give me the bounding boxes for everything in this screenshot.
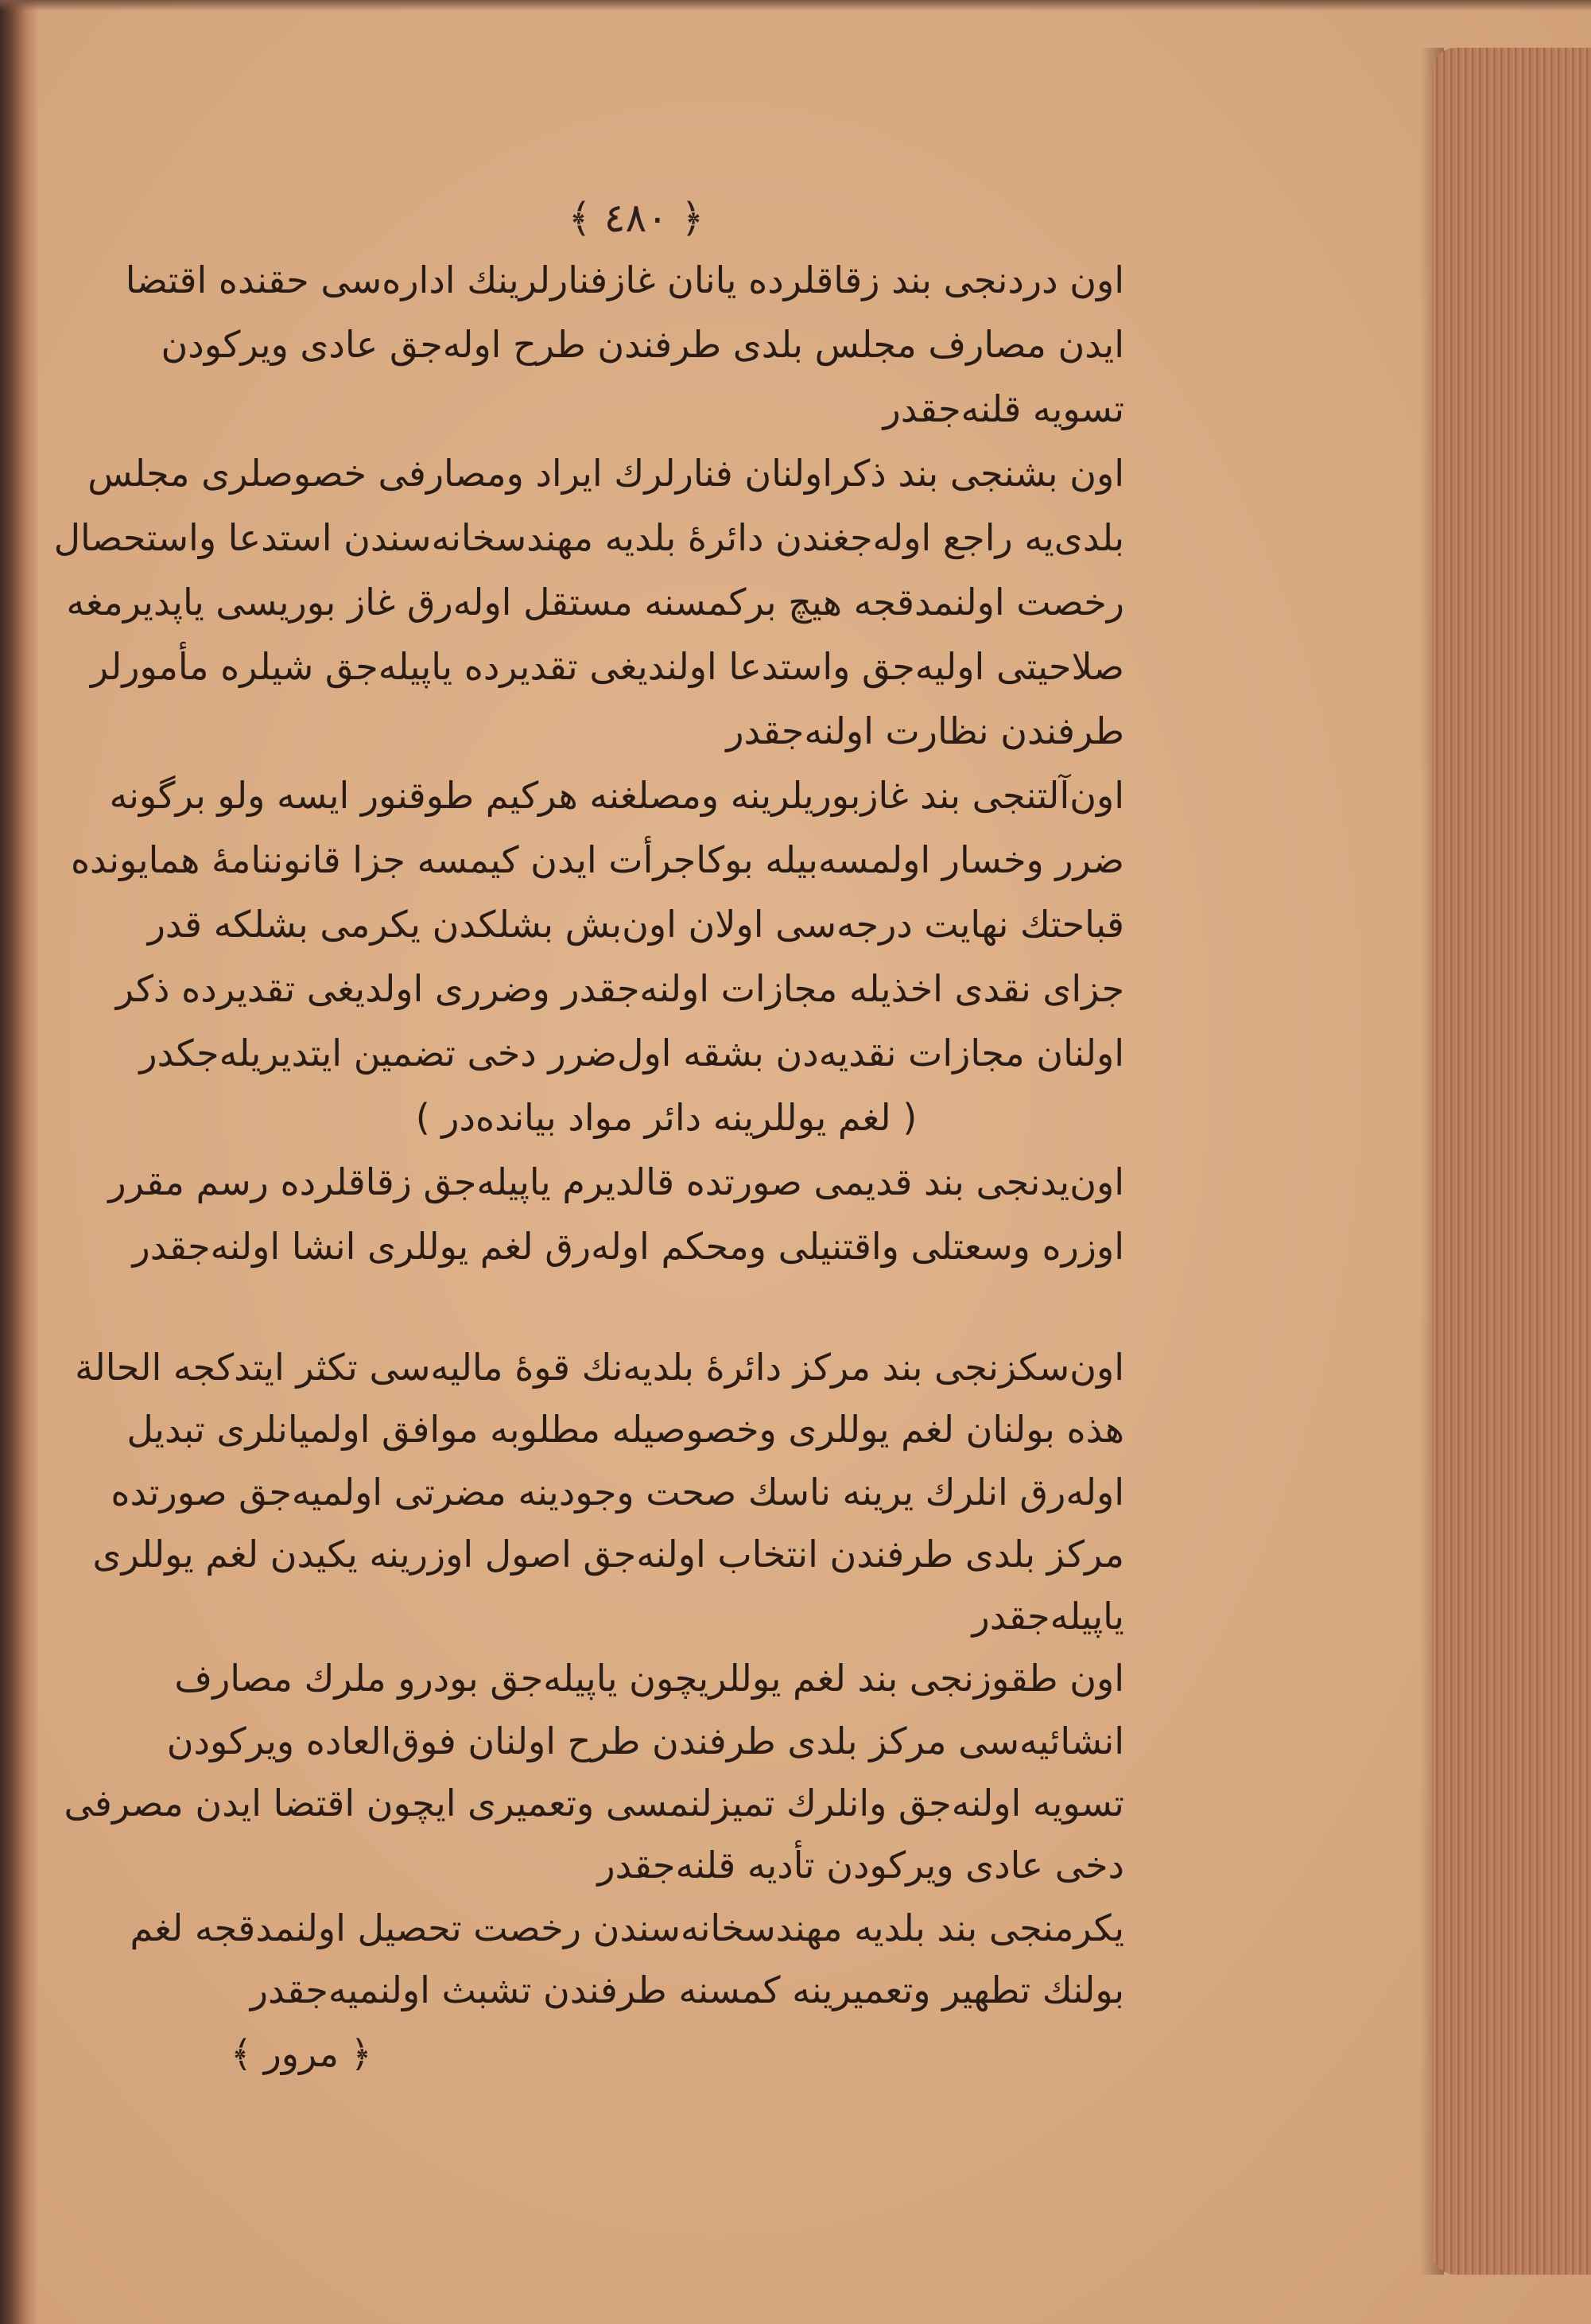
book-gutter <box>0 0 38 2324</box>
text-line: مرکز بلدی طرفندن انتخاب اولنه‌جق اصول اوزرینه یکیدن لغم یوللری <box>92 1532 1124 1576</box>
text-line: ضرر وخسار اولمسه‌بیله بوکاجرأت ایدن کیمسه جزا قانوننامهٔ همایونده <box>70 838 1124 881</box>
text-block-2 <box>64 1336 1124 2021</box>
text-line: اولنان مجازات نقدیه‌دن بشقه اول‌ضرر دخی تضمین ایتدیریله‌جکدر <box>139 1032 1124 1075</box>
text-line: هذه بولنان لغم یوللری وخصوصیله مطلوبه موافق اولمیانلری تبدیل <box>126 1408 1124 1452</box>
text-line: طرفندن نظارت اولنه‌جقدر <box>726 709 1124 752</box>
text-line: اوزره وسعتلی واقتنیلی ومحکم اوله‌رق لغم یوللری انشا اولنه‌جقدر <box>132 1225 1124 1268</box>
text-line: اون دردنجی بند زقاقلرده یانان غازفنارلرینك اداره‌سی حقنده اقتضا <box>125 258 1124 301</box>
text-line: تسویه قلنه‌جقدر <box>883 387 1124 430</box>
text-line: یکرمنجی بند بلدیه مهندسخانه‌سندن رخصت تحصیل اولنمدقجه لغم <box>130 1906 1124 1949</box>
text-block-1 <box>53 248 1124 1279</box>
text-line: جزای نقدی اخذیله مجازات اولنه‌جقدر وضرری اولدیغی تقدیرده ذکر <box>115 967 1124 1010</box>
text-line: صلاحیتی اولیه‌جق واستدعا اولندیغی تقدیرده یاپیله‌جق شیلره مأمورلر <box>90 645 1124 688</box>
text-line: اون‌یدنجی بند قدیمی صورتده قالدیرم یاپیله‌جق زقاقلرده رسم مقرر <box>108 1160 1124 1203</box>
text-line: قباحتك نهایت درجه‌سی اولان اون‌بش بشلکدن یکرمی بشلکه قدر <box>147 903 1124 946</box>
page-top-edge <box>0 0 1591 11</box>
text-line: تسویه اولنه‌جق وانلرك تمیزلنمسی وتعمیری ایچون اقتضا ایدن مصرفی <box>64 1782 1124 1825</box>
text-line: اوله‌رق انلرك یرینه ناسك صحت وجودینه مضرتی اولمیه‌جق صورتده <box>111 1470 1124 1514</box>
catchword-footer: ﴿ مرور ﴾ <box>231 2032 372 2075</box>
text-line: یاپیله‌جقدر <box>972 1595 1124 1638</box>
text-line: اون‌سکزنجی بند مرکز دائرهٔ بلدیه‌نك قوهٔ مالیه‌سی تکثر ایتدکجه الحالة <box>75 1346 1124 1389</box>
paragraph-gap <box>208 1279 1124 1336</box>
body-text <box>53 248 1124 2021</box>
text-line: انشائیه‌سی مرکز بلدی طرفندن طرح اولنان فوق‌العاده ویرکودن <box>166 1719 1124 1762</box>
text-line: بولنك تطهیر وتعمیرینه کمسنه طرفندن تشبث اولنمیه‌جقدر <box>250 1968 1124 2011</box>
page-stack-edges <box>1432 48 1591 2275</box>
text-line: رخصت اولنمدقجه هیچ برکمسنه مستقل اوله‌رق غاز بوریسی یاپدیرمغه <box>66 581 1124 624</box>
text-line: اون‌آلتنجی بند غازبوریلرینه ومصلغنه هرکیم طوقنور ایسه ولو برگونه <box>109 774 1124 817</box>
text-line: ایدن مصارف مجلس بلدی طرفندن طرح اوله‌جق عادی ویرکودن <box>161 323 1124 366</box>
page-number: ﴿ ٤٨٠ ﴾ <box>568 195 704 241</box>
text-line: دخی عادی ویرکودن تأدیه قلنه‌جقدر <box>597 1844 1124 1887</box>
text-line: اون طقوزنجی بند لغم یوللریچون یاپیله‌جق بودرو ملرك مصارف <box>174 1657 1124 1700</box>
text-line: اون بشنجی بند ذکراولنان فنارلرك ایراد ومصارفی خصوصلری مجلس <box>87 452 1124 495</box>
text-line: بلدی‌یه راجع اوله‌جغندن دائرهٔ بلدیه مهندسخانه‌سندن استدعا واستحصال <box>53 516 1124 559</box>
section-heading: ( لغم یوللرینه دائر مواد بیانده‌در ) <box>415 1096 918 1139</box>
